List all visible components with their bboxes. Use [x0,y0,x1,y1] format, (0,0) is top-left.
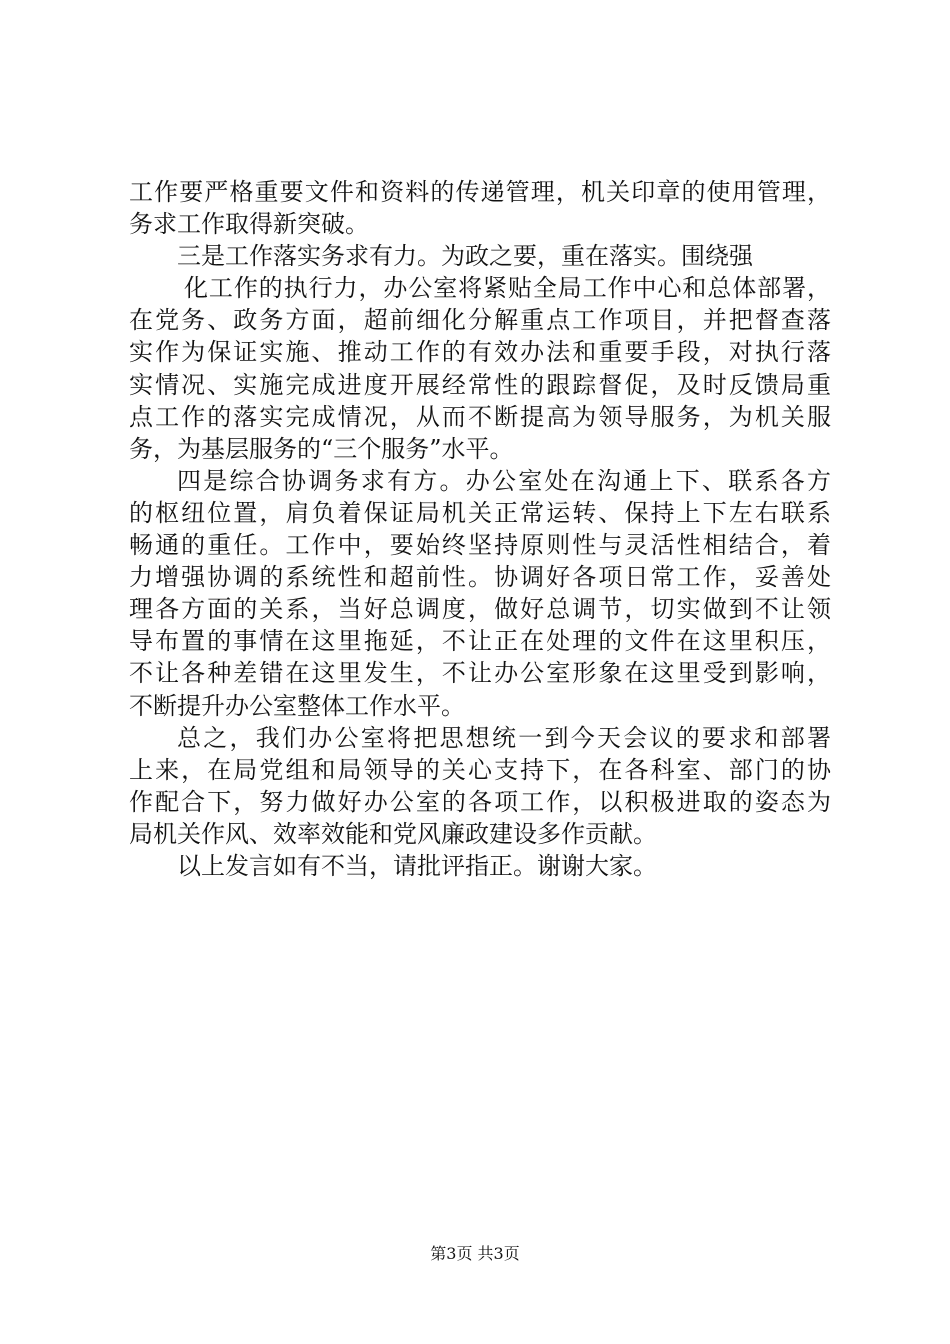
document-body [129,176,831,882]
text-line: 局机关作风、效率效能和党风廉政建设多作贡献。 [129,819,657,848]
text-line: 在党务、政务方面，超前细化分解重点工作项目，并把督查落 [129,306,831,335]
text-line: 工作要严格重要文件和资料的传递管理，机关印章的使用管理， [129,178,831,206]
page-number-label: 第3页 共3页 [430,1244,520,1263]
text-line: 务求工作取得新突破。 [129,210,369,239]
text-line: 实作为保证实施、推动工作的有效办法和重要手段，对执行落 [129,338,831,367]
text-line: 作配合下，努力做好办公室的各项工作，以积极进取的姿态为 [129,787,831,816]
text-line: 务，为基层服务的“三个服务”水平。 [129,434,514,463]
paragraph-start-line: 三是工作落实务求有力。为政之要，重在落实。围绕强 [177,242,753,271]
paragraph-start-line: 总之，我们办公室将把思想统一到今天会议的要求和部署 [177,723,831,752]
paragraph-start-line: 四是综合协调务求有方。办公室处在沟通上下、联系各方 [177,466,831,495]
text-line: 点工作的落实完成情况，从而不断提高为领导服务，为机关服 [129,402,831,431]
paragraph-start-line: 以上发言如有不当，请批评指正。谢谢大家。 [177,851,657,880]
page-footer [0,1244,950,1264]
text-line: 实情况、实施完成进度开展经常性的跟踪督促，及时反馈局重 [129,370,831,399]
text-line: 理各方面的关系，当好总调度，做好总调节，切实做到不让领 [129,595,831,624]
text-line: 的枢纽位置，肩负着保证局机关正常运转、保持上下左右联系 [129,498,831,527]
text-line: 不断提升办公室整体工作水平。 [129,691,465,720]
text-line: 导布置的事情在这里拖延，不让正在处理的文件在这里积压， [129,627,831,656]
text-line: 畅通的重任。工作中，要始终坚持原则性与灵活性相结合，着 [129,531,831,560]
text-line: 不让各种差错在这里发生，不让办公室形象在这里受到影响， [129,659,831,688]
text-line: 上来，在局党组和局领导的关心支持下，在各科室、部门的协 [129,755,831,784]
text-line: 力增强协调的系统性和超前性。协调好各项日常工作，妥善处 [129,563,831,592]
text-line: 化工作的执行力，办公室将紧贴全局工作中心和总体部署， [184,274,831,303]
